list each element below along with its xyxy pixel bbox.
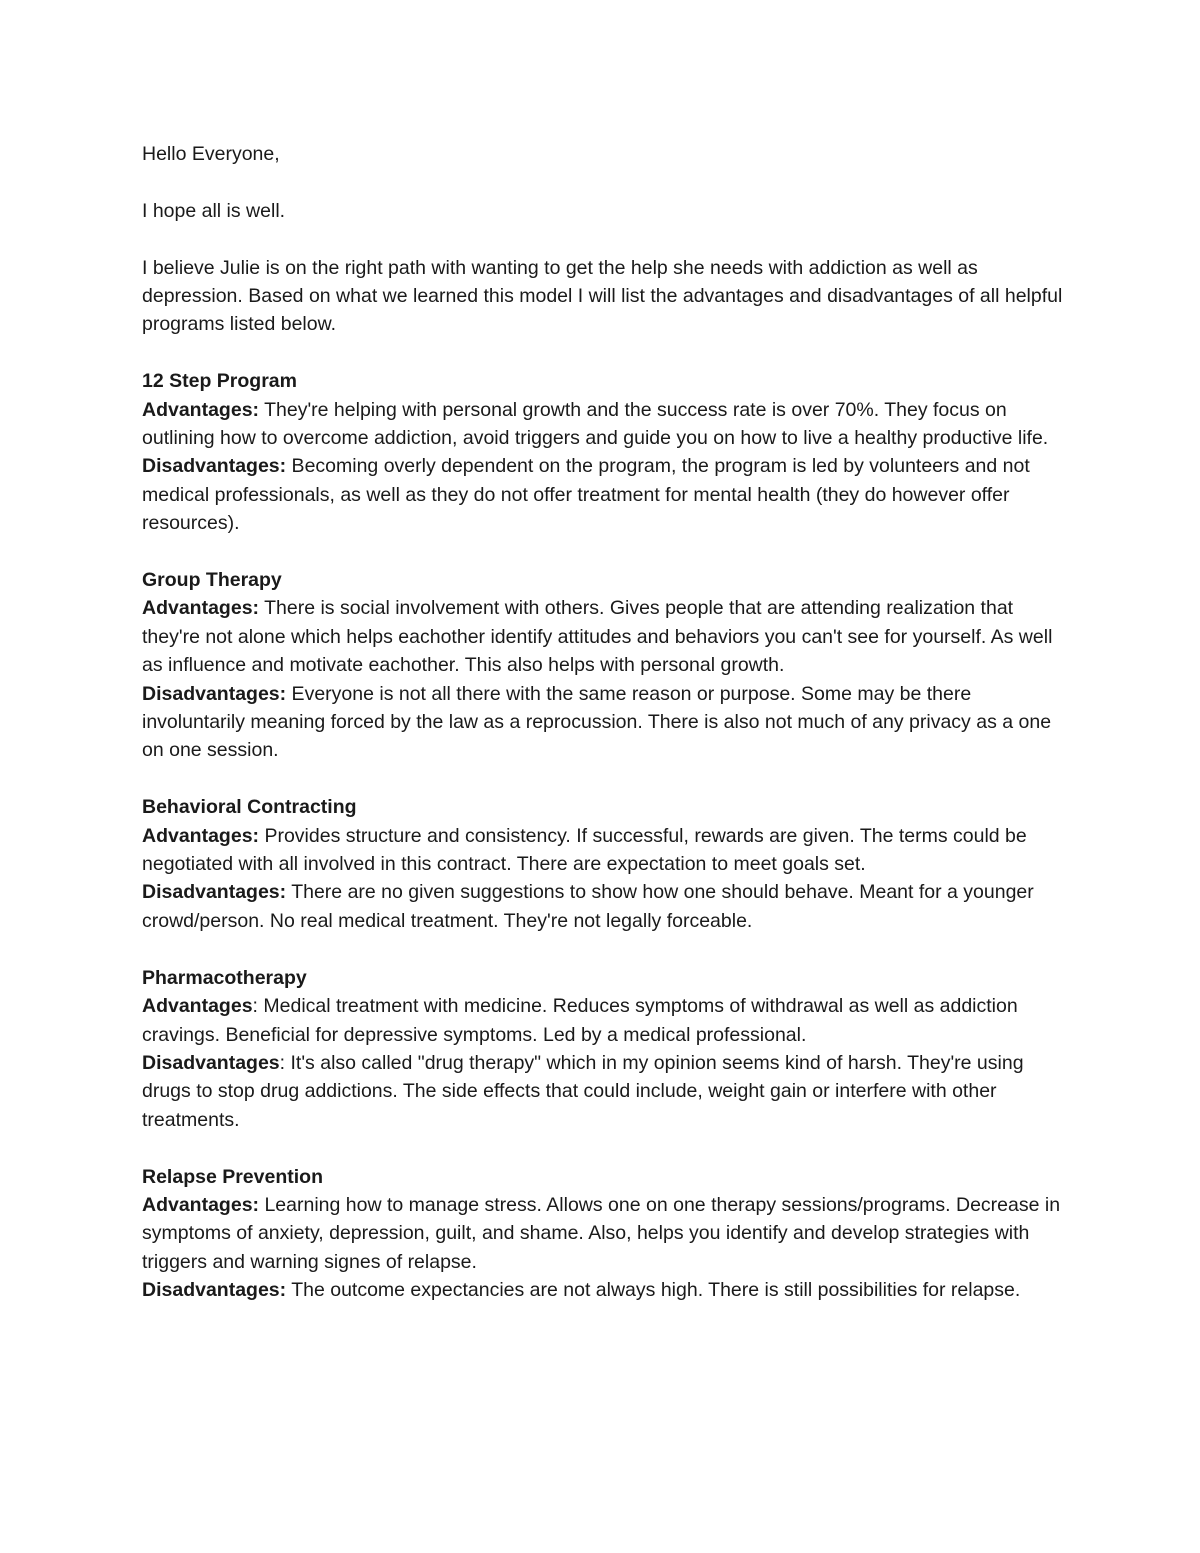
advantages-row [142,594,1072,679]
section-title: Behavioral Contracting [142,796,357,819]
disadvantages-text: : It's also called "drug therapy" which in my opinion seems kind of harsh. They're using drugs to stop drug addictions. The side effects that could include, weight gain or interfere with other treatments. [142,1051,1024,1131]
document-body [142,140,1072,1333]
section-behavioral-contracting [142,793,1072,935]
section-title: Pharmacotherapy [142,966,307,989]
disadvantages-text: The outcome expectancies are not always high. There is still possibilities for relapse. [286,1279,1021,1302]
advantages-row [142,396,1072,453]
disadvantages-row [142,1049,1072,1134]
disadvantages-text: There are no given suggestions to show how one should behave. Meant for a younger crowd/person. No real medical treatment. They're not legally forceable. [142,881,1034,932]
advantages-label: Advantages: [142,1193,260,1216]
disadvantages-row [142,1276,1072,1304]
advantages-label: Advantages [142,995,253,1018]
advantages-label: Advantages: [142,824,260,847]
section-title: Relapse Prevention [142,1165,323,1188]
advantages-text: There is social involvement with others. Gives people that are attending realization that they're not alone which helps eachother identify attitudes and behaviors you can't see for yourself. As well as influence and motivate eachother. This also helps with personal growth. [142,597,1053,677]
disadvantages-row [142,452,1072,537]
greeting: Hello Everyone, [142,143,280,165]
advantages-text: : Medical treatment with medicine. Reduces symptoms of withdrawal as well as addiction cravings. Beneficial for depressive symptoms. Led by a medical professional. [142,995,1018,1046]
section-group-therapy [142,566,1072,765]
advantages-text: They're helping with personal growth and the success rate is over 70%. They focus on outlining how to overcome addiction, avoid triggers and guide you on how to live a healthy productive life. [142,398,1049,450]
section-12-step-program [142,367,1072,537]
section-pharmacotherapy [142,964,1072,1134]
section-title: Group Therapy [142,569,282,592]
disadvantages-label: Disadvantages: [142,881,287,904]
disadvantages-row [142,878,1072,935]
section-title: 12 Step Program [142,370,297,393]
disadvantages-label: Disadvantages: [142,455,287,478]
advantages-text: Learning how to manage stress. Allows one on one therapy sessions/programs. Decrease in symptoms of anxiety, depression, guilt, and shame. Also, helps you identify and develop strategies with triggers and warning signes of relapse. [142,1193,1061,1273]
disadvantages-label: Disadvantages: [142,1279,287,1302]
disadvantages-label: Disadvantages: [142,682,287,705]
advantages-row [142,822,1072,879]
opening-line: I hope all is well. [142,199,286,222]
disadvantages-row [142,680,1072,765]
advantages-text: Provides structure and consistency. If successful, rewards are given. The terms could be negotiated with all involved in this contract. There are expectation to meet goals set. [142,824,1027,876]
disadvantages-label: Disadvantages [142,1051,280,1074]
disadvantages-text: Becoming overly dependent on the program, the program is led by volunteers and not medical professionals, as well as they do not offer treatment for mental health (they do however offer resources). [142,455,1030,535]
advantages-row [142,1191,1072,1276]
advantages-label: Advantages: [142,398,260,421]
advantages-row [142,992,1072,1049]
intro-paragraph: I believe Julie is on the right path with wanting to get the help she needs with addiction as well as depression. Based on what we learned this model I will list the advantages and disadvantages of all helpful programs listed below. [142,256,1063,336]
section-relapse-prevention [142,1163,1072,1305]
disadvantages-text: Everyone is not all there with the same reason or purpose. Some may be there involuntarily meaning forced by the law as a reprocussion. There is also not much of any privacy as a one on one session. [142,682,1052,762]
advantages-label: Advantages: [142,597,260,620]
